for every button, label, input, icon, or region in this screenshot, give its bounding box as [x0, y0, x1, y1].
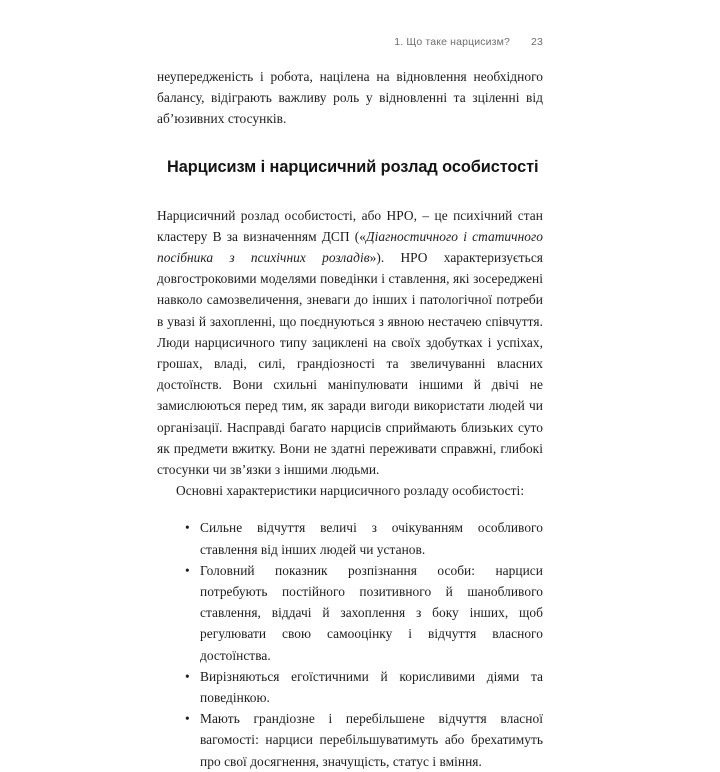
page-number: 23	[531, 36, 543, 48]
list-item-text: Вирізняються егоїстичними й корисливими діями та поведінкою.	[200, 668, 543, 706]
paragraph-list-intro: Основні характеристики нарцисичного розладу особистості:	[176, 483, 525, 499]
list-item	[157, 708, 543, 772]
paragraph-definition	[157, 205, 543, 481]
text-block	[157, 66, 543, 772]
list-item	[157, 666, 543, 708]
paragraph-definition-part-1: Нарцисичний розлад особистості, або НРО, – це психічний стан кластеру B за визначенням ДСП («	[157, 207, 543, 244]
bullet-icon: •	[185, 668, 190, 684]
list-item-text: Сильне відчуття величі з очікуванням особливого ставлення від інших людей чи установ.	[200, 520, 543, 557]
bullet-icon: •	[185, 520, 190, 536]
spacer-before-heading	[157, 130, 543, 157]
manual-title-italic: Діагностичного і статичного посібника з психічних розладів	[157, 228, 543, 266]
spacer-after-heading	[157, 177, 543, 205]
list-item	[157, 560, 543, 666]
paragraph-definition-part-2: »). НРО характеризується довгостроковими моделями поведінки і ставлення, які зосереджені навколо самозвеличення, зневаги до інших і патологічної потреби в увазі й захопленні, що поєднуються з явною нестачею співчуття. Люди нарцисичного типу зациклені на своїх здобутках і успіхах, грошах, владі, силі, грандіозності та звеличуванні власних достоїнств. Вони схильні маніпулювати іншими й двічі не замислюються перед тим, як заради вигоди використати людей чи організації. Насправді багато нарцисів сприймають близьких суто як предмети вжитку. Вони не здатні переживати справжні, глибокі стосунки чи зв’язки з іншими людьми.	[157, 250, 543, 478]
running-head-chapter-title: 1. Що таке нарцисизм?	[394, 36, 511, 48]
list-item-text: Мають грандіозне і перебільшене відчуття власної вагомості: нарциси перебільшуватимуть або брехатимуть про свої досягнення, значущість, статус і вміння.	[200, 711, 543, 769]
continued-paragraph: неупередженість і робота, націлена на відновлення необхідного балансу, відіграють важливу роль у відновленні та зціленні від аб’юзивних стосунків.	[157, 69, 543, 127]
bullet-icon: •	[185, 562, 190, 578]
list-item-text: Головний показник розпізнання особи: нарциси потребують постійного позитивного й шанобливого ставлення, віддачі й захоплення з боку інших, щоб регулювати свою самооцінку і відчуття власного достоїнства.	[200, 562, 543, 663]
running-head	[157, 36, 543, 48]
list-item	[157, 517, 543, 559]
narcissism-characteristics-list	[157, 517, 543, 771]
spacer-before-list	[157, 501, 543, 517]
section-heading: Нарцисизм і нарцисичний розлад особистості	[167, 157, 539, 176]
bullet-icon: •	[185, 711, 190, 727]
